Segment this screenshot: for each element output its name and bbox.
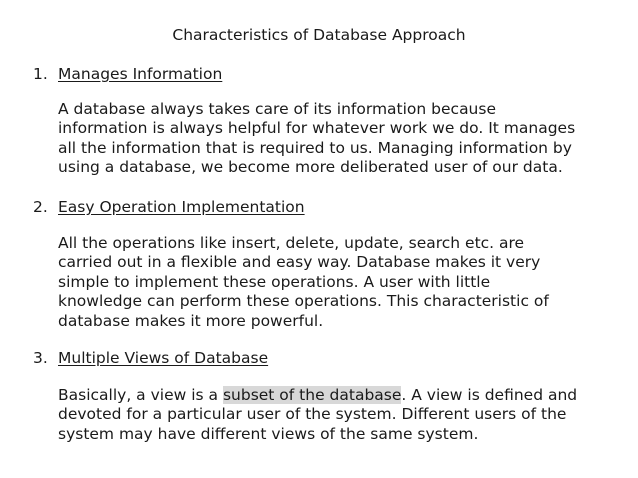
line-suffix: . A view is defined and bbox=[401, 386, 578, 404]
section-3-heading bbox=[33, 348, 268, 368]
paragraph-line bbox=[58, 386, 598, 405]
paragraph-line: devoted for a particular user of the system. Different users of the bbox=[58, 405, 567, 424]
section-3-paragraph bbox=[58, 386, 598, 444]
highlighted-phrase: subset of the database bbox=[222, 386, 402, 404]
section-number: 1. bbox=[33, 65, 48, 83]
section-number: 3. bbox=[33, 349, 48, 367]
section-2-paragraph bbox=[58, 234, 598, 331]
paragraph-line: knowledge can perform these operations. This characteristic of bbox=[58, 292, 549, 311]
paragraph-line: all the information that is required to us. Managing information by bbox=[58, 138, 572, 157]
paragraph-line: A database always takes care of its information because bbox=[58, 100, 496, 118]
section-1-paragraph bbox=[58, 100, 598, 178]
paragraph-line: simple to implement these operations. A user with little bbox=[58, 272, 491, 291]
section-2-heading bbox=[33, 197, 305, 217]
paragraph-line: All the operations like insert, delete, update, search etc. are bbox=[58, 234, 525, 252]
section-title: Manages Information bbox=[58, 65, 223, 83]
paragraph-line: database makes it more powerful. bbox=[58, 311, 324, 330]
section-title: Multiple Views of Database bbox=[58, 349, 269, 367]
title-text: Characteristics of Database Approach bbox=[172, 26, 466, 44]
section-1-heading bbox=[33, 64, 222, 84]
paragraph-line: system may have different views of the same system. bbox=[58, 424, 479, 443]
paragraph-line: information is always helpful for whatever work we do. It manages bbox=[58, 119, 576, 138]
slide-title bbox=[0, 25, 638, 45]
line-prefix: Basically, a view is a bbox=[58, 386, 223, 404]
paragraph-line: using a database, we become more deliberated user of our data. bbox=[58, 158, 563, 177]
section-number: 2. bbox=[33, 198, 48, 216]
paragraph-line: carried out in a flexible and easy way. Database makes it very bbox=[58, 253, 541, 272]
section-title: Easy Operation Implementation bbox=[58, 198, 305, 216]
